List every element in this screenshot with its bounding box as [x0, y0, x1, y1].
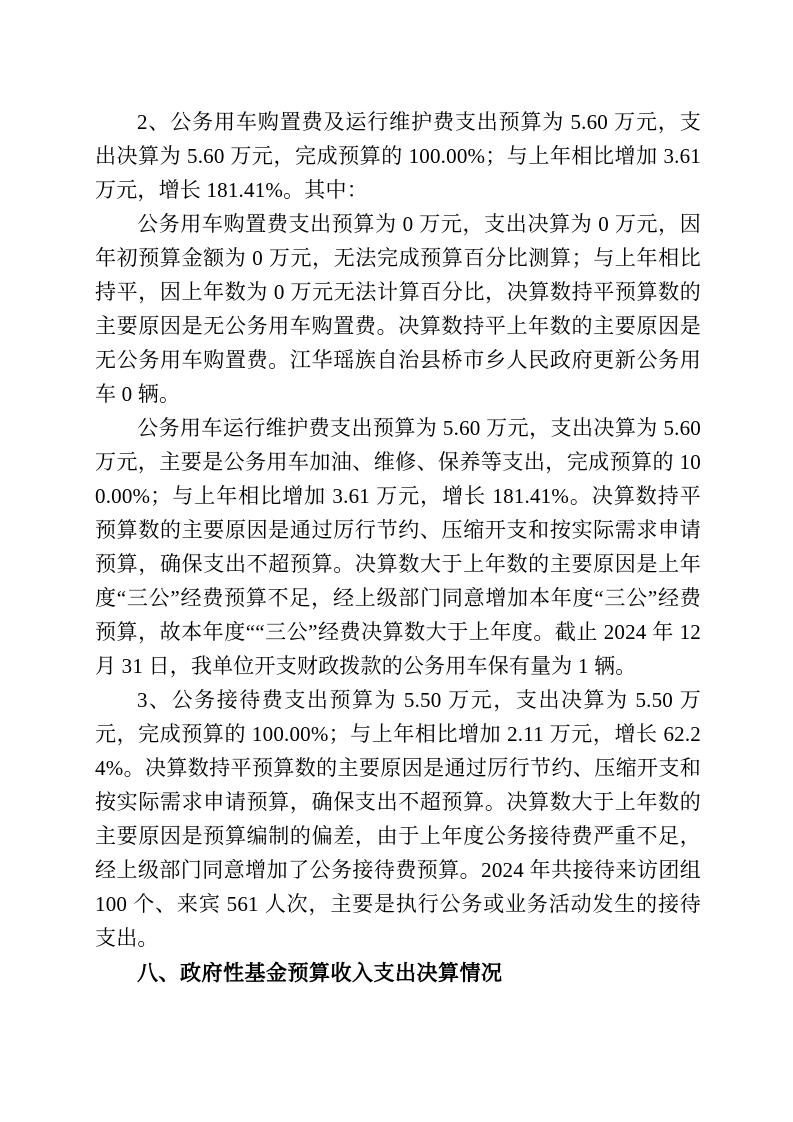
paragraph-official-reception: 3、公务接待费支出预算为 5.50 万元，支出决算为 5.50 万元，完成预算的 100.00%；与上年相比增加 2.11 万元，增长 62.24%。决算数持平预算数的主要原因是通过厉行节约、压缩开支和按实际需求申请预算，确保支出不超预算。决算数大于上年数的主要原因是预算编制的偏差，由于上年度公务接待费严重不足，经上级部门同意增加了公务接待费预算。2024 年共接待来访团组 100 个、来宾 561 人次，主要是执行公务或业务活动发生的接待支出。 — [95, 688, 701, 950]
section-heading-government-fund-budget: 八、政府性基金预算收入支出决算情况 — [137, 962, 503, 985]
paragraph-vehicle-maintenance: 公务用车运行维护费支出预算为 5.60 万元，支出决算为 5.60 万元，主要是公务用车加油、维修、保养等支出，完成预算的 100.00%；与上年相比增加 3.61 万元，增长 181.41%。决算数持平预算数的主要原因是通过厉行节约、压缩开支和按实际需求申请预算，确保支出不超预算。决算数大于上年数的主要原因是上年度“三公”经费预算不足，经上级部门同意增加本年度“三公”经费预算，故本年度““三公”经费决算数大于上年度。截止 2024 年 12 月 31 日，我单位开支财政拨款的公务用车保有量为 1 辆。 — [95, 416, 701, 678]
paragraph-vehicle-purchase: 公务用车购置费支出预算为 0 万元，支出决算为 0 万元，因年初预算金额为 0 万元，无法完成预算百分比测算；与上年相比持平，因上年数为 0 万元无法计算百分比，决算数持平预算数的主要原因是无公务用车购置费。决算数持平上年数的主要原因是无公务用车购置费。江华瑶族自治县桥市乡人民政府更新公务用车 0 辆。 — [95, 212, 701, 406]
paragraph-vehicle-total: 2、公务用车购置费及运行维护费支出预算为 5.60 万元，支出决算为 5.60 万元，完成预算的 100.00%；与上年相比增加 3.61 万元，增长 181.41%。其中： — [95, 110, 701, 202]
